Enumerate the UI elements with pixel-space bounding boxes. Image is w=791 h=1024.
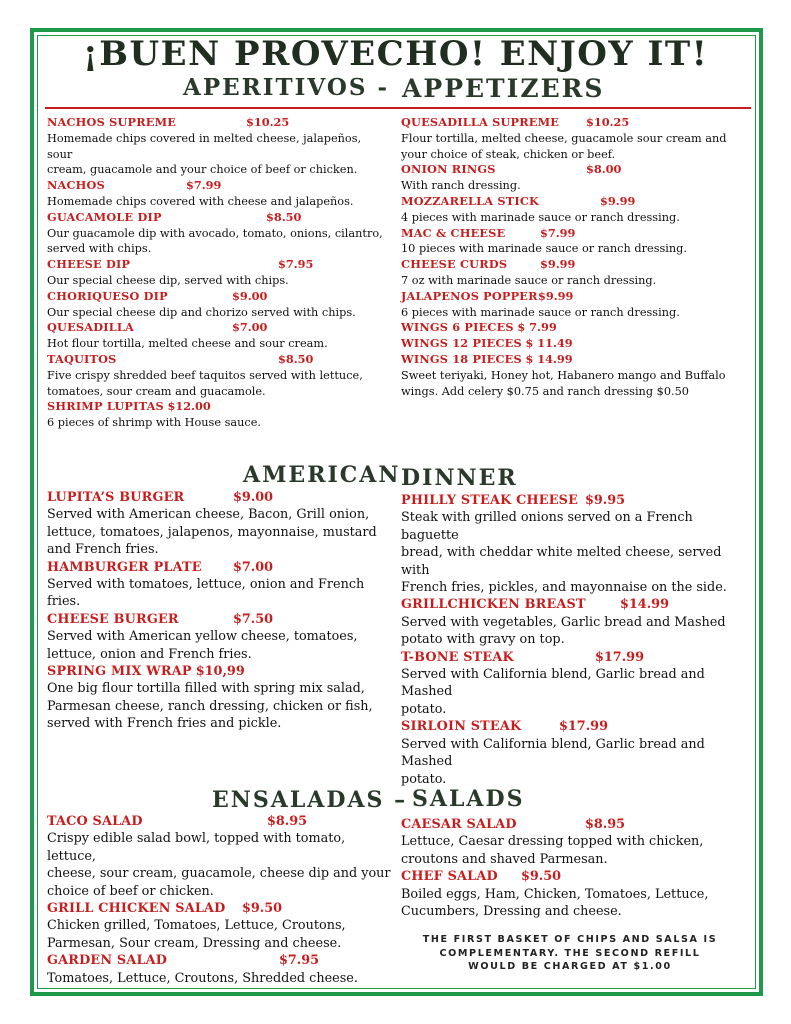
item-desc: potato. [401, 771, 447, 787]
item-desc: French fries, pickles, and mayonnaise on the side. [401, 580, 727, 596]
item-price: $7.00 [233, 559, 274, 575]
appetizers-left-list [47, 115, 387, 431]
menu-item [47, 178, 387, 210]
item-desc: Our special cheese dip and chorizo served with chips. [47, 305, 356, 319]
item-desc: 6 pieces with marinade sauce or ranch dressing. [401, 305, 680, 319]
menu-item [47, 559, 392, 611]
item-name: ONION RINGS [401, 162, 496, 177]
menu-item [401, 352, 751, 399]
item-desc: Crispy edible salad bowl, topped with tomato, lettuce, [47, 831, 346, 864]
item-price: $ 11.49 [525, 336, 573, 351]
menu-item [47, 813, 392, 900]
item-desc: wings. Add celery $0.75 and ranch dressing $0.50 [401, 384, 689, 398]
item-desc: Five crispy shredded beef taquitos served with lettuce, [47, 368, 363, 382]
item-desc: One big flour tortilla filled with spring mix salad, [47, 681, 365, 697]
menu-item [47, 352, 387, 399]
menu-item [47, 489, 392, 559]
item-desc: potato with gravy on top. [401, 632, 565, 648]
item-desc: Steak with grilled onions served on a French baguette [401, 510, 693, 543]
item-desc: Homemade chips covered with cheese and jalapeños. [47, 194, 354, 208]
item-desc: With ranch dressing. [401, 179, 521, 193]
item-price: $7.50 [233, 611, 274, 627]
item-desc: potato. [401, 701, 447, 717]
item-name: GRILL CHICKEN SALAD [47, 901, 226, 917]
item-price: $17.99 [559, 719, 608, 735]
item-price: $8.50 [278, 351, 314, 366]
section-american: AMERICAN [243, 462, 401, 488]
item-desc: Tomatoes, Lettuce, Croutons, Shredded cheese. [47, 970, 358, 986]
chips-salsa-note [420, 933, 720, 974]
item-desc: Served with vegetables, Garlic bread and Mashed [401, 614, 726, 630]
item-price: $7.99 [540, 225, 576, 240]
item-price: $8.95 [267, 814, 308, 829]
menu-item [401, 115, 751, 162]
item-name: SIRLOIN STEAK [401, 719, 522, 735]
item-desc: 7 oz with marinade sauce or ranch dressing. [401, 273, 657, 287]
item-name: T-BONE STEAK [401, 649, 514, 665]
menu-item [47, 115, 387, 178]
item-price: $ 14.99 [525, 351, 573, 366]
item-desc: Boiled eggs, Ham, Chicken, Tomatoes, Lettuce, [401, 886, 709, 902]
item-name: CAESAR SALAD [401, 817, 517, 832]
dinner-list [401, 492, 751, 788]
item-desc: Served with California blend, Garlic bread and Mashed [401, 736, 705, 770]
menu-item [47, 663, 392, 733]
menu-item [401, 289, 751, 321]
item-name: SHRIMP LUPITAS [47, 399, 164, 414]
menu-item [401, 868, 741, 920]
item-price: $7.95 [278, 257, 314, 272]
item-desc: Homemade chips covered in melted cheese, jalapeños, sour [47, 131, 362, 161]
item-price: $10.25 [246, 115, 290, 129]
item-desc: 10 pieces with marinade sauce or ranch dressing. [401, 242, 687, 256]
item-price: $7.00 [232, 320, 268, 335]
menu-item [47, 210, 387, 257]
item-price: $10,99 [195, 664, 245, 680]
menu-item [401, 194, 751, 226]
item-price: $8.95 [585, 817, 626, 832]
menu-item [401, 649, 751, 719]
item-price: $14.99 [620, 597, 669, 613]
item-desc: Our special cheese dip, served with chips. [47, 273, 289, 287]
item-name: PHILLY STEAK CHEESE [401, 493, 579, 508]
item-name: GRILLCHICKEN BREAST [401, 597, 586, 613]
menu-item [401, 816, 741, 868]
item-desc: tomatoes, sour cream and guacamole. [47, 384, 266, 398]
item-desc: bread, with cheddar white melted cheese, served with [401, 545, 722, 578]
appetizers-right-list [401, 115, 751, 399]
menu-item [401, 162, 751, 194]
item-desc: Served with American cheese, Bacon, Grill onion, [47, 507, 370, 523]
menu-item [401, 320, 751, 336]
american-list [47, 489, 392, 733]
item-price: $8.00 [586, 162, 622, 177]
item-desc: Served with tomatoes, lettuce, onion and French fries. [47, 577, 365, 610]
item-name: WINGS 18 PIECES [401, 351, 522, 366]
item-name: TAQUITOS [47, 351, 117, 366]
item-desc: Sweet teriyaki, Honey hot, Habanero mango and Buffalo [401, 368, 726, 382]
salads-right-list [401, 816, 741, 920]
item-price: $9.99 [600, 193, 636, 208]
section-aperitivos: APERITIVOS - [183, 74, 390, 101]
item-price: $9.00 [233, 490, 274, 505]
item-desc: Cucumbers, Dressing and cheese. [401, 904, 622, 920]
item-desc: Served with California blend, Garlic bread and Mashed [401, 667, 705, 700]
item-desc: croutons and shaved Parmesan. [401, 851, 608, 867]
item-name: SPRING MIX WRAP [47, 664, 192, 680]
item-desc: Our guacamole dip with avocado, tomato, onions, cilantro, [47, 226, 383, 240]
menu-title: ¡BUEN PROVECHO! ENJOY IT! [82, 34, 709, 74]
menu-item [401, 596, 751, 648]
item-name: CHEESE CURDS [401, 257, 508, 272]
item-desc: Parmesan, Sour cream, Dressing and cheese. [47, 935, 342, 951]
item-name: CHEESE DIP [47, 257, 131, 272]
note-line: THE FIRST BASKET OF CHIPS AND SALSA IS [422, 934, 718, 945]
item-price: $10.25 [586, 115, 630, 129]
section-ensaladas: ENSALADAS – [212, 787, 408, 813]
item-name: CHORIQUESO DIP [47, 288, 168, 303]
item-name: NACHOS SUPREME [47, 115, 177, 129]
item-desc: your choice of steak, chicken or beef. [401, 147, 616, 161]
menu-item [401, 257, 751, 289]
item-desc: served with chips. [47, 242, 152, 256]
item-price: $9.99 [538, 288, 574, 303]
item-desc: Chicken grilled, Tomatoes, Lettuce, Croutons, [47, 918, 346, 934]
menu-item [401, 492, 751, 596]
item-desc: served with French fries and pickle. [47, 716, 282, 732]
item-desc: cream, guacamole and your choice of beef or chicken. [47, 163, 358, 177]
title-rule [45, 107, 751, 109]
section-appetizers: APPETIZERS [402, 74, 605, 103]
item-price: $9.50 [521, 869, 562, 885]
section-salads: SALADS [412, 786, 525, 812]
menu-item [47, 320, 387, 352]
item-price: $8.50 [266, 209, 302, 224]
item-price: $9.50 [242, 901, 283, 917]
item-name: MAC & CHEESE [401, 225, 506, 240]
item-desc: Served with American yellow cheese, tomatoes, [47, 629, 358, 645]
item-name: JALAPENOS POPPER [401, 288, 538, 303]
item-name: CHEESE BURGER [47, 611, 179, 627]
item-price: $17.99 [595, 649, 644, 665]
item-name: NACHOS [47, 178, 105, 193]
item-name: QUESADILLA [47, 320, 134, 335]
item-desc: choice of beef or chicken. [47, 883, 214, 899]
note-line: WOULD BE CHARGED AT $1.00 [468, 961, 672, 972]
item-name: HAMBURGER PLATE [47, 559, 202, 575]
menu-item [401, 718, 751, 788]
item-desc: 4 pieces with marinade sauce or ranch dressing. [401, 210, 680, 224]
item-desc: Hot flour tortilla, melted cheese and sour cream. [47, 337, 328, 351]
item-price: $7.95 [279, 953, 320, 969]
menu-item [47, 952, 392, 987]
item-desc: and French fries. [47, 542, 159, 558]
item-name: WINGS 12 PIECES [401, 336, 522, 351]
salads-left-list [47, 813, 392, 987]
menu-item [47, 900, 392, 952]
item-desc: Parmesan cheese, ranch dressing, chicken or fish, [47, 698, 373, 714]
section-dinner: DINNER [401, 465, 518, 491]
item-name: CHEF SALAD [401, 869, 498, 885]
item-price: $9.99 [540, 257, 576, 272]
item-name: LUPITA’S BURGER [47, 490, 185, 505]
item-name: GARDEN SALAD [47, 953, 168, 969]
menu-item [401, 226, 751, 258]
item-name: WINGS 6 PIECES [401, 320, 514, 335]
item-price: $ 7.99 [517, 320, 557, 335]
menu-item [47, 289, 387, 321]
item-price: $7.99 [186, 178, 222, 193]
item-desc: 6 pieces of shrimp with House sauce. [47, 416, 262, 430]
item-price: $9.00 [232, 288, 268, 303]
menu-item [401, 336, 751, 352]
menu-item [47, 399, 387, 431]
note-line: COMPLEMENTARY. THE SECOND REFILL [439, 947, 701, 959]
menu-item [47, 257, 387, 289]
item-desc: lettuce, onion and French fries. [47, 646, 252, 662]
item-name: MOZZARELLA STICK [401, 193, 540, 208]
menu-item [47, 611, 392, 663]
item-price: $9.95 [585, 493, 626, 508]
item-desc: lettuce, tomatoes, jalapenos, mayonnaise, mustard [47, 524, 377, 540]
item-name: QUESADILLA SUPREME [401, 115, 560, 129]
item-desc: Lettuce, Caesar dressing topped with chicken, [401, 834, 704, 850]
item-desc: cheese, sour cream, guacamole, cheese dip and your [47, 866, 391, 882]
item-price: $12.00 [167, 399, 211, 414]
item-name: GUACAMOLE DIP [47, 209, 162, 224]
item-name: TACO SALAD [47, 814, 143, 829]
item-desc: Flour tortilla, melted cheese, guacamole sour cream and [401, 131, 727, 145]
